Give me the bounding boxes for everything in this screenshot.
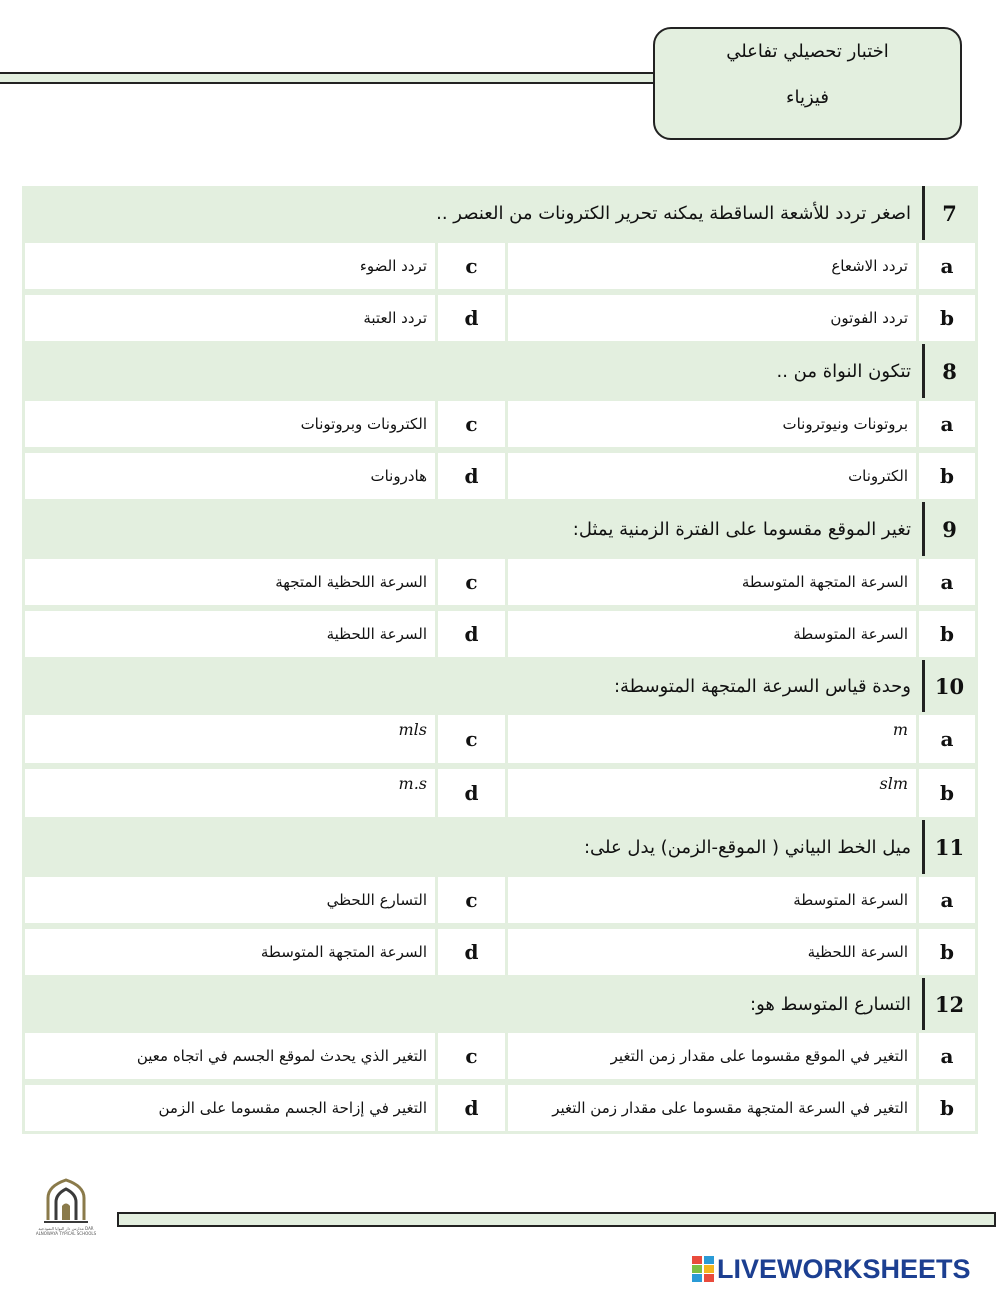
question-row xyxy=(22,978,978,1030)
option-letter: a xyxy=(919,243,975,289)
option-letter: a xyxy=(919,1033,975,1079)
option-letter: d xyxy=(438,611,505,657)
answer-option-d[interactable]: تردد العتبة xyxy=(25,295,435,341)
school-crest-icon xyxy=(40,1176,92,1226)
option-row xyxy=(22,926,978,978)
answer-option-b[interactable]: السرعة اللحظية xyxy=(508,929,916,975)
option-row xyxy=(22,398,978,450)
question-text: ميل الخط البياني ( الموقع-الزمن) يدل على: xyxy=(583,836,911,858)
answer-option-a[interactable]: التغير في الموقع مقسوما على مقدار زمن التغير xyxy=(508,1033,916,1079)
option-letter: c xyxy=(438,715,505,763)
question-row xyxy=(22,344,978,398)
answer-option-d[interactable]: التغير في إزاحة الجسم مقسوما على الزمن xyxy=(25,1085,435,1131)
option-row xyxy=(22,874,978,926)
school-caption: مدارس دار النوايا النموذجية DAR ALNOWAYA TYPICAL SCHOOLS xyxy=(35,1226,97,1236)
answer-option-d[interactable]: السرعة المتجهة المتوسطة xyxy=(25,929,435,975)
answer-option-a[interactable]: السرعة المتوسطة xyxy=(508,877,916,923)
answer-option-d[interactable]: m.s xyxy=(25,769,435,817)
option-letter: d xyxy=(438,1085,505,1131)
option-letter: b xyxy=(919,769,975,817)
option-letter: d xyxy=(438,295,505,341)
question-number: 12 xyxy=(922,978,974,1030)
option-letter: b xyxy=(919,453,975,499)
question-text: تتكون النواة من .. xyxy=(776,360,911,382)
answer-option-a[interactable]: السرعة المتجهة المتوسطة xyxy=(508,559,916,605)
question-number: 8 xyxy=(922,344,974,398)
option-letter: c xyxy=(438,243,505,289)
option-row xyxy=(22,292,978,344)
footer-rule xyxy=(117,1212,996,1227)
question-text: التسارع المتوسط هو: xyxy=(750,993,911,1015)
option-row xyxy=(22,712,978,766)
question-number: 9 xyxy=(922,502,974,556)
option-letter: d xyxy=(438,453,505,499)
option-letter: a xyxy=(919,559,975,605)
brand-name: LIVEWORKSHEETS xyxy=(717,1253,971,1284)
question-number: 7 xyxy=(922,186,974,240)
option-row xyxy=(22,1082,978,1134)
option-letter: c xyxy=(438,877,505,923)
question-text: اصغر تردد للأشعة الساقطة يمكنه تحرير الكترونات من العنصر .. xyxy=(436,202,911,224)
answer-option-d[interactable]: هادرونات xyxy=(25,453,435,499)
school-logo xyxy=(28,1176,104,1248)
option-letter: a xyxy=(919,877,975,923)
answer-option-c[interactable]: السرعة اللحظية المتجهة xyxy=(25,559,435,605)
worksheet-title: اختبار تحصيلي تفاعلي xyxy=(726,41,889,62)
option-row xyxy=(22,608,978,660)
answer-option-c[interactable]: التغير الذي يحدث لموقع الجسم في اتجاه معين xyxy=(25,1033,435,1079)
question-row xyxy=(22,502,978,556)
answer-option-b[interactable]: التغير في السرعة المتجهة مقسوما على مقدار زمن التغير xyxy=(508,1085,916,1131)
question-row xyxy=(22,820,978,874)
answer-option-c[interactable]: تردد الضوء xyxy=(25,243,435,289)
answer-option-d[interactable]: السرعة اللحظية xyxy=(25,611,435,657)
question-table xyxy=(22,186,978,1134)
option-row xyxy=(22,556,978,608)
subject-label: فيزياء xyxy=(786,87,829,108)
option-letter: c xyxy=(438,559,505,605)
answer-option-b[interactable]: تردد الفوتون xyxy=(508,295,916,341)
liveworksheets-brand[interactable] xyxy=(692,1252,992,1286)
answer-option-a[interactable]: تردد الاشعاع xyxy=(508,243,916,289)
answer-option-b[interactable]: الكترونات xyxy=(508,453,916,499)
question-text: تغير الموقع مقسوما على الفترة الزمنية يمثل: xyxy=(572,518,911,540)
option-letter: b xyxy=(919,929,975,975)
option-row xyxy=(22,240,978,292)
question-row xyxy=(22,186,978,240)
title-box xyxy=(653,27,962,140)
answer-option-c[interactable]: الكترونات وبروتونات xyxy=(25,401,435,447)
option-letter: b xyxy=(919,295,975,341)
answer-option-b[interactable]: السرعة المتوسطة xyxy=(508,611,916,657)
question-number: 11 xyxy=(922,820,974,874)
option-letter: c xyxy=(438,1033,505,1079)
option-letter: c xyxy=(438,401,505,447)
answer-option-b[interactable]: slm xyxy=(508,769,916,817)
liveworksheets-logo-icon xyxy=(692,1256,714,1282)
option-letter: a xyxy=(919,715,975,763)
answer-option-c[interactable]: mls xyxy=(25,715,435,763)
question-text: وحدة قياس السرعة المتجهة المتوسطة: xyxy=(613,675,911,697)
option-letter: d xyxy=(438,769,505,817)
option-letter: a xyxy=(919,401,975,447)
option-letter: b xyxy=(919,611,975,657)
question-row xyxy=(22,660,978,712)
option-row xyxy=(22,450,978,502)
header-rule xyxy=(0,72,656,84)
option-row xyxy=(22,766,978,820)
option-letter: d xyxy=(438,929,505,975)
option-letter: b xyxy=(919,1085,975,1131)
answer-option-a[interactable]: بروتونات ونيوترونات xyxy=(508,401,916,447)
answer-option-c[interactable]: التسارع اللحظي xyxy=(25,877,435,923)
question-number: 10 xyxy=(922,660,974,712)
answer-option-a[interactable]: m xyxy=(508,715,916,763)
option-row xyxy=(22,1030,978,1082)
